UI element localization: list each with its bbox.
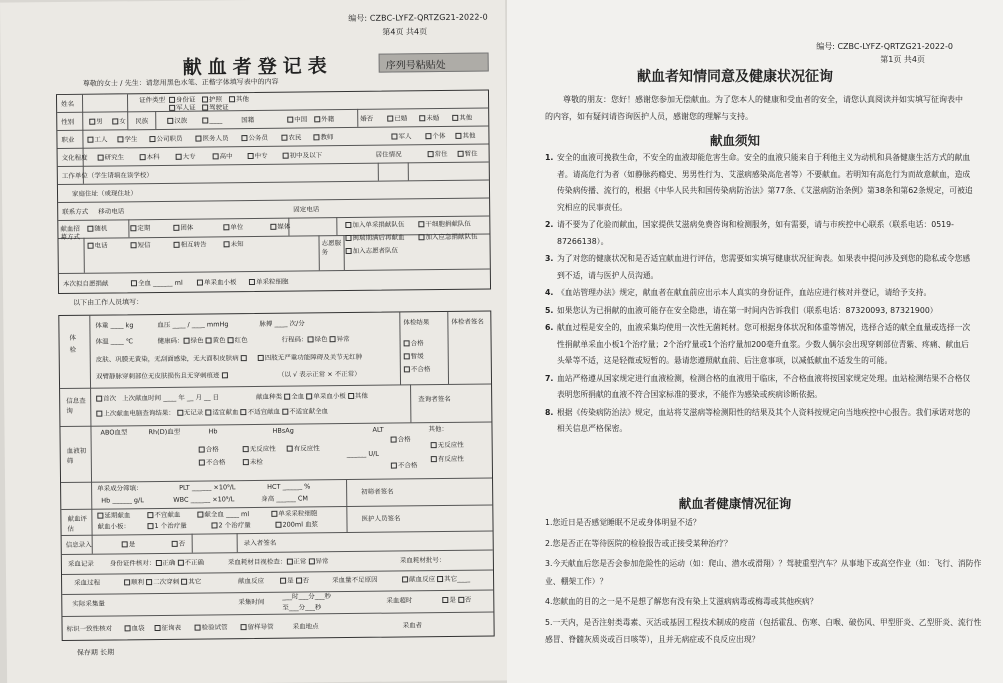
label-abo: ABO血型	[100, 428, 128, 437]
exam-pass[interactable]: 合格	[404, 340, 424, 347]
label-mobile: 移动电话	[98, 207, 125, 216]
health-question: 4.您献血的目的之一是不是想了解您有没有染上艾滋病病毒或梅毒或其他疾病？	[545, 597, 818, 606]
edu-bachelor[interactable]: 本科	[140, 154, 160, 161]
height-field: 身高 ______ CM	[261, 494, 309, 503]
label-collector: 采血者	[402, 621, 423, 630]
recruit-sms[interactable]: 短信	[131, 242, 151, 249]
assess-one[interactable]: 1 个治疗量	[147, 523, 186, 530]
wbc-field: WBC ______ ×10⁹/L	[173, 495, 235, 504]
res-temporary[interactable]: 暂住	[458, 151, 478, 158]
retention-note: 保存期 长期	[76, 648, 115, 657]
label-weight: 体重 ____ kg	[95, 321, 134, 330]
nat-china[interactable]: 中国	[287, 116, 307, 123]
recruit-unknown[interactable]: 未知	[224, 241, 244, 248]
occ-student[interactable]: 学生	[117, 136, 137, 143]
occ-other[interactable]: 其他	[455, 133, 475, 140]
id-check[interactable]: 身份证件核对： 正确 不正确	[109, 558, 205, 568]
label-blood: 血液初筛	[66, 446, 87, 465]
label-ethnic: 民族	[135, 117, 149, 126]
staff-section-note: 以下由工作人员填写：	[73, 298, 144, 307]
occ-clerk[interactable]: 公司职员	[149, 136, 182, 143]
label-address: 家庭住址（或现住址）	[71, 189, 138, 198]
consent-title: 献血者知情同意及健康状况征询	[637, 69, 833, 85]
check-bag[interactable]: 血袋	[125, 625, 145, 632]
history-result[interactable]: 上次献血电脑查询结果： 无记录 适宜献血 不适宜献血 不适宜献全血	[96, 408, 328, 417]
label-label-check: 标识一致性核对	[66, 624, 113, 633]
notice-item: 7. 血站严格遵从国家规定进行血液检测，检测合格的血液用于临床，不合格血液将按国家规定处理。血站检测结果不合格仅表明您所捐献的血液不符合国家标准的要求，不能作为感染或疾病诊断依据。	[545, 373, 971, 399]
process-smooth[interactable]: 顺利 二次穿刺 其它	[124, 579, 201, 586]
check-tube[interactable]: 检验试管	[195, 624, 228, 631]
serial-sticker-area[interactable]: 序列号粘贴处	[379, 53, 489, 73]
entry-yes[interactable]: 是	[122, 541, 136, 548]
label-alt: ALT	[372, 425, 384, 434]
health-question-list	[545, 514, 985, 652]
assess-no[interactable]: 不宜献血	[147, 512, 180, 519]
label-other-test: 其他：	[428, 424, 449, 434]
assess-wb[interactable]: 献全血 ____ ml	[197, 511, 249, 518]
recruit-group[interactable]: 团体	[173, 225, 193, 232]
health-question: 1.您近日是否感觉睡眠不足或身体明显不适？	[545, 518, 701, 527]
label-batch: 采血耗材批号：	[399, 556, 446, 565]
occ-worker[interactable]: 工人	[87, 137, 107, 144]
check-band[interactable]: 留样导管	[241, 624, 274, 631]
label-time: 采集时间	[238, 597, 265, 607]
id-opt-license[interactable]: 驾驶证	[202, 104, 229, 111]
time-fields-end: 至___分___秒	[282, 603, 322, 612]
id-opt-other[interactable]: 其他	[229, 96, 249, 103]
label-doctor: 医护人员签名	[361, 514, 401, 523]
label-collect-record: 采血记录	[67, 559, 94, 568]
occ-teacher[interactable]: 教师	[313, 134, 333, 141]
label-actual: 实际采集量	[72, 599, 105, 608]
other-reactive[interactable]: 有反应性	[431, 456, 464, 463]
label-workplace: 工作单位（学生请填在读学校）	[61, 171, 153, 181]
edu-vocational[interactable]: 中专	[248, 153, 268, 160]
label-residence: 居住情况	[375, 150, 402, 159]
page-number-right: 第1页 共4页	[880, 55, 925, 64]
label-marital: 婚否	[360, 114, 374, 123]
label-entry-signer: 录入者签名	[243, 538, 277, 548]
label-site: 采血地点	[292, 622, 319, 631]
label-recruit: 献血招募方式	[60, 224, 81, 242]
label-rh: Rh(D)血型	[148, 427, 181, 437]
hbsag-notchecked[interactable]: 未检	[243, 459, 263, 466]
vol-emergency[interactable]: 加入应急捐献队伍	[418, 234, 477, 241]
consent-intro: 尊敬的朋友：您好！感谢您参加无偿献血。为了您本人的健康和受血者的安全，请您认真阅读并如实填写征询表中的内容，如有疑问请咨询医护人员，感谢您的理解与支持。	[545, 95, 963, 121]
planned-platelet[interactable]: 单采血小板	[197, 279, 237, 286]
planned-granulocyte[interactable]: 单采粒细胞	[249, 279, 289, 286]
recruit-phone[interactable]: 电话	[88, 243, 108, 250]
alt-value: ______ U/L	[346, 449, 379, 459]
donor-info-table	[56, 90, 491, 295]
exam-defer[interactable]: 暂缓	[404, 353, 424, 360]
marital-unmarried[interactable]: 未婚	[419, 115, 439, 122]
label-temp: 体温 ____ ℃	[95, 337, 134, 346]
marital-married[interactable]: 已婚	[387, 115, 407, 122]
occ-medical[interactable]: 医务人员	[195, 135, 228, 142]
edu-highschool[interactable]: 高中	[213, 153, 233, 160]
skin-check[interactable]: 皮肤、巩膜无黄染，无刮面感染，无大面积皮肤病	[96, 355, 248, 363]
marital-other[interactable]: 其他	[452, 115, 472, 122]
hb2-field: Hb ______ g/L	[101, 496, 144, 505]
notice-item: 8. 根据《传染病防治法》规定，血站将艾滋病等检测阳性的结果及其个人资料按规定向当地疾控中心报告。我们承诺对您的相关信息严格保密。	[545, 407, 971, 433]
health-question: 5.一天内，是否注射类毒素、灭活或基因工程技术制成的疫苗（包括霍乱、伤寒、白喉、破伤风、甲型肝炎、乙型肝炎、流行性感冒、脊髓灰质炎或百日咳等），且并无病症或不良反应出现？	[545, 617, 982, 644]
label-screener: 初筛者签名	[361, 487, 394, 496]
veins-check[interactable]: 双臂静脉穿刺部位无皮肤损伤且无穿刺痕迹	[96, 372, 229, 380]
id-opt-passport[interactable]: 护照	[202, 96, 222, 103]
notice-item: 3. 为了对您的健康状况和是否适宜献血进行评估，您需要如实填写健康状况征询表。如果表中提问涉及到您的隐私或令您感到不适，请与医护人员沟通。	[545, 254, 971, 280]
form-title: 献血者登记表	[182, 55, 333, 79]
recruit-word[interactable]: 相互转告	[174, 241, 207, 248]
label-name: 姓名	[61, 99, 75, 109]
hct-field: HCT ______ %	[267, 482, 311, 491]
limbs-check[interactable]: 四肢无严重功能障碍及关节无红肿	[258, 354, 363, 362]
label-bp: 血压 ____ / ____ mmHg	[157, 320, 229, 330]
label-history-signer: 查询者签名	[418, 394, 451, 404]
gender-female[interactable]: 女	[112, 118, 126, 125]
occ-farmer[interactable]: 农民	[281, 134, 301, 141]
edu-grad[interactable]: 研究生	[98, 154, 125, 161]
ethnic-other[interactable]: ____	[202, 117, 222, 124]
label-contact: 联系方式	[62, 207, 89, 217]
label-gender: 性别	[61, 117, 75, 127]
health-question: 3.今天献血后您是否会参加危险性的运动（如：爬山、潜水或滑翔）？驾驶重型汽车？从事地下或高空作业（如：飞行、消防作业、棚架工作）？	[545, 559, 982, 586]
material-check[interactable]: 采血耗材目视检查： 正常 异常	[227, 557, 329, 567]
exam-legend: （以 √ 表示正常 × 不正常）	[277, 369, 361, 379]
label-nationality: 国籍	[241, 115, 255, 125]
edu-college[interactable]: 大专	[176, 154, 196, 161]
label-hb: Hb	[208, 427, 218, 436]
exam-fail[interactable]: 不合格	[404, 366, 431, 373]
time-fields: ___时___分___秒	[282, 592, 332, 601]
notice-item: 5. 如果您认为已捐献的血液可能存在安全隐患，请在第一时间内告诉我们（联系电话：87320093, 87321900）	[545, 305, 938, 315]
hbsag-nonreactive[interactable]: 无反应性	[243, 446, 276, 453]
label-assess: 献血评估	[67, 514, 87, 533]
label-entry: 信息录入	[65, 540, 92, 549]
ethnic-han[interactable]: 汉族	[167, 118, 187, 125]
travel-code[interactable]: 行程码： 绿色 异常	[281, 335, 350, 344]
label-exam: 体检	[69, 333, 77, 354]
alt-pass[interactable]: 合格	[391, 436, 411, 443]
label-occupation: 职业	[61, 135, 75, 145]
nat-foreign[interactable]: 外籍	[314, 116, 334, 123]
label-education: 文化程度	[61, 153, 88, 163]
health-heading: 献血者健康情况征询	[678, 496, 792, 511]
assess-delay[interactable]: 延期献血	[97, 512, 130, 519]
label-history: 信息查询	[66, 396, 86, 415]
alt-fail[interactable]: 不合格	[391, 462, 418, 469]
occ-civil[interactable]: 公务员	[241, 135, 268, 142]
other-nonreactive[interactable]: 无反应性	[431, 442, 464, 449]
vol-volunteer[interactable]: 加入志愿者队伍	[346, 247, 399, 254]
label-id-type: 证件类型	[139, 95, 166, 105]
label-planned: 本次拟自愿捐献	[62, 279, 109, 289]
id-opt-idcard[interactable]: 身份证	[169, 97, 196, 104]
notice-item: 4. 《血站管理办法》规定，献血者在献血前应出示本人真实的身份证件，血站应进行核对并登记，请给予支持。	[545, 288, 932, 297]
label-process: 采血过程	[74, 578, 101, 587]
edu-junior[interactable]: 初中及以下	[283, 152, 323, 159]
notice-item: 1. 安全的血液可挽救生命，不安全的血液却能危害生命。安全的血液只能来自于利他主义为动机和具备健康生活方式的献血者。请高危行为者（如静脉药瘾史、男男性行为、艾滋病感染高危者等）不要献血。若明知有高危行为而故意献血，造成传染病传播、流行的，根据《中华人民共和国传染病防治法》第77条、《艾滋病防治条例》第38条和第62条规定，可被追究相应的民事责任。	[545, 153, 973, 212]
occ-self[interactable]: 个体	[425, 133, 445, 140]
vol-stemcell[interactable]: 干细胞捐献队伍	[418, 221, 471, 228]
notice-item: 6. 献血过程是安全的，血液采集均使用一次性无菌耗材。您可根据身体状况和体重等情况，选择合适的献全血量或选择一次性捐献单采血小板1个治疗量；2个治疗量或1个治疗量加200毫升血浆。少数人偶尔会出现穿刺部位青紫、疼痛、献血后头晕等不适，这是轻微或短暂的。悬请您遵照献血前、后注意事项，以减低献血不适发生的可能。	[545, 323, 971, 365]
plt-field: PLT ______ ×10⁹/L	[179, 483, 236, 492]
id-opt-military[interactable]: 军人证	[169, 105, 196, 112]
label-pulse: 脉搏 ____ 次/分	[259, 319, 305, 328]
notice-heading: 献血须知	[709, 133, 760, 148]
form-instruction: 尊敬的女士 / 先生：请您用黑色水笔、正楷字体填写表中的内容	[82, 77, 279, 88]
hb-pass[interactable]: 合格	[199, 446, 219, 453]
consent-sheet	[507, 0, 1003, 683]
reason-opts[interactable]: 献血反应 其它____	[402, 576, 470, 583]
label-overtime: 采血超时	[386, 596, 413, 605]
vol-apheresis[interactable]: 加入单采捐献队伍	[345, 221, 404, 228]
staff-table	[58, 311, 494, 642]
assess-granulocyte[interactable]: 单采采粒细胞	[271, 510, 317, 517]
recruit-random[interactable]: 随机	[87, 226, 107, 233]
reaction-yesno[interactable]: 是 否	[280, 577, 309, 584]
label-examiner: 体检者签名	[451, 317, 484, 326]
document-code: 编号: CZBC-LYFZ-QRTZG21-2022-0	[348, 12, 488, 23]
check-form[interactable]: 征询表	[155, 625, 182, 632]
label-apheresis-screen: 单采成分筛填：	[97, 484, 143, 493]
overtime-yesno[interactable]: 是 否	[442, 597, 471, 604]
label-volunteer: 志愿服务	[321, 239, 342, 257]
history-first[interactable]: 首次	[96, 395, 116, 402]
history-type[interactable]: 献血种类 全血 单采血小板 其他	[256, 391, 368, 401]
recruit-regular[interactable]: 定期	[130, 225, 150, 232]
label-reaction: 献血反应	[238, 576, 265, 586]
assess-two[interactable]: 2 个治疗量	[211, 522, 250, 529]
planned-wholeblood[interactable]: 全血 ______ ml	[131, 280, 183, 287]
res-permanent[interactable]: 常住	[428, 151, 448, 158]
occ-military[interactable]: 军人	[391, 133, 411, 140]
health-question: 2.您是否正在等待医院的检验报告或正接受某种治疗？	[545, 538, 732, 548]
recruit-media[interactable]: 媒体	[270, 224, 290, 231]
health-code[interactable]: 健康码： 绿色 黄色 红色	[157, 336, 248, 346]
assess-plt-label: 献血小板：	[97, 522, 131, 531]
page-number: 第4页 共4页	[382, 27, 428, 37]
label-hbsag: HBsAg	[272, 426, 294, 435]
assess-plasma[interactable]: 200ml 血浆	[275, 521, 318, 528]
name-field[interactable]	[85, 96, 125, 110]
label-exam-result: 体检结果	[403, 318, 430, 327]
history-last: 上次献血时间 ____ 年 __ 月 __ 日	[122, 393, 220, 403]
document-code-right: 编号: CZBC-LYFZ-QRTZG21-2022-0	[816, 42, 953, 51]
label-landline: 固定电话	[293, 205, 320, 214]
notice-list	[545, 150, 975, 439]
entry-no[interactable]: 否	[172, 541, 186, 548]
recruit-unit[interactable]: 单位	[223, 224, 243, 231]
vol-redonate[interactable]: 闽瑞期满后再献血	[345, 234, 404, 241]
hb-fail[interactable]: 不合格	[199, 459, 226, 466]
notice-item: 2. 请不要为了化验而献血，国家提供艾滋病免费咨询和检测服务，如有需要，请与市疾控中心联系（联系电话：0519-87266138）。	[545, 220, 954, 246]
gender-male[interactable]: 男	[89, 119, 103, 126]
hbsag-reactive[interactable]: 有反应性	[287, 445, 320, 452]
label-reason: 采血量不足原因	[332, 575, 378, 585]
